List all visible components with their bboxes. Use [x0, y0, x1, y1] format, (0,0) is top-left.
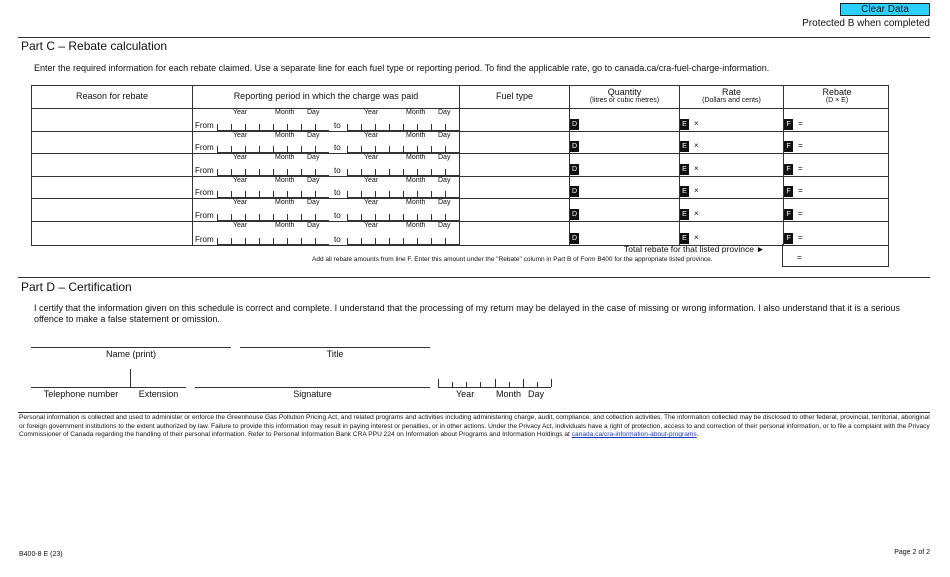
day-label: Day: [438, 154, 451, 162]
rate-field[interactable]: [679, 109, 783, 131]
month-label: Month: [406, 154, 426, 162]
rebate-field[interactable]: [783, 222, 890, 245]
line-f-badge: F: [784, 164, 793, 175]
quantity-field[interactable]: [569, 177, 679, 199]
to-label: to: [334, 234, 341, 244]
quantity-field[interactable]: [569, 199, 679, 221]
rebate-field[interactable]: [783, 132, 890, 154]
month-label: Month: [275, 221, 295, 229]
reason-field[interactable]: [32, 132, 192, 154]
rate-field[interactable]: [679, 132, 783, 154]
month-label: Month: [406, 109, 426, 116]
period-field[interactable]: [192, 222, 459, 245]
day-label: Day: [438, 109, 451, 116]
total-label: Total rebate for that listed province ►: [624, 244, 765, 254]
times-symbol: ×: [694, 141, 699, 151]
fuel-type-field[interactable]: [459, 109, 569, 131]
year-label: Year: [364, 109, 379, 116]
rate-field[interactable]: [679, 154, 783, 176]
times-symbol: ×: [694, 163, 699, 173]
rebate-field[interactable]: [783, 177, 890, 199]
equals-symbol: =: [798, 232, 803, 242]
year-label: Year: [364, 199, 379, 207]
table-row: [32, 177, 888, 200]
rate-field[interactable]: [679, 222, 783, 245]
quantity-field[interactable]: [569, 132, 679, 154]
to-label: to: [334, 120, 341, 130]
from-label: From: [195, 120, 214, 130]
date-month-label: Month: [496, 389, 522, 399]
reason-field[interactable]: [32, 199, 192, 221]
line-e-badge: E: [680, 233, 689, 244]
part-d-title: Part D – Certification: [21, 280, 132, 294]
equals-symbol: =: [798, 163, 803, 173]
year-label: Year: [364, 154, 379, 162]
line-d-badge: D: [571, 210, 578, 218]
divider: [18, 37, 930, 38]
to-label: to: [334, 188, 341, 198]
period-field[interactable]: [192, 177, 459, 199]
year-label: Year: [233, 176, 248, 184]
date-year-label: Year: [456, 389, 475, 399]
fuel-type-field[interactable]: [459, 199, 569, 221]
extension-field[interactable]: Extension: [131, 387, 186, 399]
clear-data-button[interactable]: Clear Data: [840, 3, 930, 16]
from-label: From: [195, 143, 214, 153]
period-field[interactable]: [192, 109, 459, 131]
privacy-notice: Personal information is collected and used to administer or enforce the Greenhouse Gas Pollution Pricing Act, and related programs and activities including administering charge, audit, compliance, and collection activities. The information collected may be disclosed to other federal, provincial, territorial, aboriginal or foreign government institutions to the extent authorized by law. Failure to provide this information may result in paying interest or penalties, or in other actions. Under the Privacy Act, individuals have a right of protection, access to and correction of their personal information, or to file a complaint with the Privacy Commissioner of Canada regarding the handling of their personal information. Refer to Personal Information Bank CRA PPU 224 on Information about Programs and Information Holdings at canada.ca/cra-information-about-programs.: [19, 414, 930, 438]
table-row: [32, 132, 888, 155]
year-label: Year: [364, 176, 379, 184]
rebate-field[interactable]: [783, 154, 890, 176]
equals-symbol: =: [798, 118, 803, 128]
fuel-type-field[interactable]: [459, 154, 569, 176]
field-separator: [130, 369, 131, 387]
header-reason: Reason for rebate: [75, 91, 149, 101]
table-row: [32, 199, 888, 222]
day-label: Day: [438, 176, 451, 184]
line-f-badge: F: [784, 209, 793, 220]
day-label: Day: [438, 131, 451, 139]
line-f-badge: F: [784, 119, 793, 130]
page-number: Page 2 of 2: [894, 549, 930, 556]
period-field[interactable]: [192, 199, 459, 221]
month-label: Month: [275, 131, 295, 139]
equals-symbol: =: [798, 141, 803, 151]
rate-field[interactable]: [679, 177, 783, 199]
table-row: [32, 109, 888, 132]
line-d-badge: D: [571, 120, 578, 128]
header-period: Reporting period in which the charge was paid: [192, 86, 459, 108]
year-label: Year: [364, 221, 379, 229]
line-e-badge: E: [680, 141, 689, 152]
total-note: Add all rebate amounts from line F. Enter this amount under the "Rebate" column in Part B of Form B400 for the appropriate listed province.: [312, 256, 713, 263]
fuel-type-field[interactable]: [459, 177, 569, 199]
times-symbol: ×: [694, 118, 699, 128]
line-d-badge: D: [571, 234, 578, 242]
quantity-field[interactable]: [569, 154, 679, 176]
from-label: From: [195, 234, 214, 244]
month-label: Month: [406, 176, 426, 184]
month-label: Month: [406, 199, 426, 207]
divider: [18, 412, 930, 413]
telephone-field[interactable]: Telephone number: [31, 387, 131, 399]
times-symbol: ×: [694, 208, 699, 218]
day-label: Day: [307, 176, 320, 184]
rebate-field[interactable]: [783, 109, 890, 131]
protected-label: Protected B when completed: [802, 18, 930, 29]
to-label: to: [334, 210, 341, 220]
year-label: Year: [364, 131, 379, 139]
day-label: Day: [438, 199, 451, 207]
line-d-badge: D: [571, 143, 578, 151]
line-f-badge: F: [784, 233, 793, 244]
table-row: [32, 222, 888, 245]
certification-text: I certify that the information given on this schedule is correct and complete. I understand that the processing of my return may be delayed in the case of missing or wrong information. I also understand that it is a serious offence to make a false statement or omission.: [34, 303, 900, 324]
form-id: B400-8 E (23): [19, 551, 63, 558]
part-c-title: Part C – Rebate calculation: [21, 39, 168, 53]
header-quantity: Quantity (litres or cubic metres): [569, 86, 679, 108]
month-label: Month: [406, 221, 426, 229]
quantity-field[interactable]: [569, 109, 679, 131]
year-label: Year: [233, 199, 248, 207]
year-label: Year: [233, 109, 248, 116]
header-rate: Rate (Dollars and cents): [679, 86, 783, 108]
line-e-badge: E: [680, 164, 689, 175]
period-field[interactable]: [192, 132, 459, 154]
month-label: Month: [275, 109, 295, 116]
reason-field[interactable]: [32, 177, 192, 199]
from-label: From: [195, 188, 214, 198]
signature-field[interactable]: Signature: [195, 387, 430, 399]
equals-symbol: =: [798, 186, 803, 196]
day-label: Day: [307, 109, 320, 116]
to-label: to: [334, 165, 341, 175]
privacy-link[interactable]: canada.ca/cra-information-about-programs: [571, 431, 697, 438]
to-label: to: [334, 143, 341, 153]
reason-field[interactable]: [32, 154, 192, 176]
line-d-badge: D: [571, 188, 578, 196]
line-f-badge: F: [784, 186, 793, 197]
reason-field[interactable]: [32, 222, 192, 245]
month-label: Month: [275, 176, 295, 184]
divider: [18, 277, 930, 278]
fuel-type-field[interactable]: [459, 222, 569, 245]
times-symbol: ×: [694, 186, 699, 196]
rebate-field[interactable]: [783, 199, 890, 221]
month-label: Month: [275, 199, 295, 207]
day-label: Day: [307, 154, 320, 162]
from-label: From: [195, 165, 214, 175]
line-e-badge: E: [680, 186, 689, 197]
table-row: [32, 154, 888, 177]
header-fuel: Fuel type: [459, 86, 569, 108]
day-label: Day: [307, 221, 320, 229]
name-field[interactable]: Name (print): [31, 347, 231, 359]
total-rebate-field[interactable]: =: [782, 244, 889, 267]
line-e-badge: E: [680, 119, 689, 130]
equals-symbol: =: [798, 208, 803, 218]
period-field[interactable]: [192, 154, 459, 176]
rebate-table: [31, 85, 889, 246]
header-rebate: Rebate (D × E): [783, 86, 890, 108]
year-label: Year: [233, 221, 248, 229]
line-f-badge: F: [784, 141, 793, 152]
day-label: Day: [307, 131, 320, 139]
from-label: From: [195, 210, 214, 220]
month-label: Month: [406, 131, 426, 139]
year-label: Year: [233, 131, 248, 139]
table-header: [32, 86, 888, 109]
rate-field[interactable]: [679, 199, 783, 221]
day-label: Day: [307, 199, 320, 207]
part-c-instruction: Enter the required information for each rebate claimed. Use a separate line for each fuel type or reporting period. To find the applicable rate, go to canada.ca/cra-fuel-charge-information.: [34, 63, 770, 73]
quantity-field[interactable]: [569, 222, 679, 245]
reason-field[interactable]: [32, 109, 192, 131]
fuel-type-field[interactable]: [459, 132, 569, 154]
year-label: Year: [233, 154, 248, 162]
date-day-label: Day: [528, 389, 545, 399]
month-label: Month: [275, 154, 295, 162]
day-label: Day: [438, 221, 451, 229]
title-field[interactable]: Title: [240, 347, 430, 359]
times-symbol: ×: [694, 232, 699, 242]
signature-date-field[interactable]: [438, 380, 551, 388]
line-d-badge: D: [571, 165, 578, 173]
line-e-badge: E: [680, 209, 689, 220]
